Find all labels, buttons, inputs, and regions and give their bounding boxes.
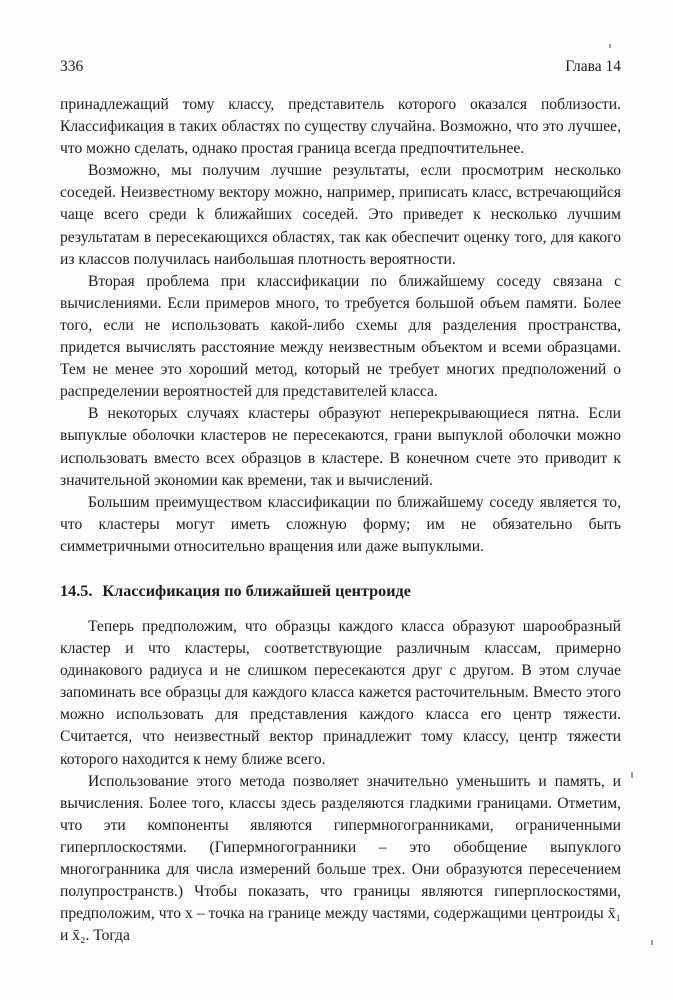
paragraph-advantage: Большим преимуществом классификации по ближайшему соседу является то, что кластеры могут иметь сложную форму; им не обязательно быть симметричными относительно вращения или даже выпуклыми.: [60, 493, 621, 555]
scan-speck: [631, 772, 633, 778]
page-number: 336: [60, 58, 84, 75]
section-title: Классификация по ближайшей центроиде: [102, 581, 411, 600]
section-number: 14.5.: [60, 581, 93, 600]
paragraph-computation-problem: Вторая проблема при классификации по ближайшему соседу связана с вычислениями. Если примеров много, то требуется большой объем памяти. Более того, если не использовать какой-либо схемы для разделения пространства, придется вычислять расстояние между неизвестным объектом и всеми образцами. Тем не менее это хороший метод, который не требует многих предположений о распределении вероятностей для представителей класса.: [60, 272, 621, 401]
scan-speck: [651, 940, 653, 945]
paragraph-centroid-benefits: Использование этого метода позволяет значительно уменьшить и память, и вычисления. Более того, классы здесь разделяются гладкими границами. Отметим, что эти компоненты являются гипермногогранниками, ограниченными гиперплоскостями. (Гипермногогранники – это обобщение выпуклого многогранника для числа измерений больше трех. Они образуются пересечением полупространств.) Чтобы показать, что границы являются гиперплоскостями, предположим, что x – точка на границе между частями, содержащими центроиды x̄₁ и x̄₂. Тогда: [60, 772, 621, 945]
paragraph-continuation: принадлежащий тому классу, представитель которого оказался поблизости. Классификация в таких областях по существу случайна. Возможно, что это лучшее, что можно сделать, однако простая граница всегда предпочтительнее.: [60, 96, 621, 158]
running-head: [60, 58, 621, 80]
scan-speck: [609, 44, 611, 48]
chapter-label: Глава 14: [565, 58, 621, 75]
paragraph-k-neighbours: Возможно, мы получим лучшие результаты, если просмотрим несколько соседей. Неизвестному вектору можно, например, приписать класс, встречающийся чаще всего среди k ближайших соседей. Это приведет к несколько лучшим результатам в пересекающихся областях, так как обеспечит оценку того, для какого из классов получилась наибольшая плотность вероятности.: [60, 162, 621, 268]
body-text: [60, 94, 621, 947]
paragraph-centroid-idea: Теперь предположим, что образцы каждого класса образуют шарообразный кластер и что кластеры, соответствующие различным классам, примерно одинакового радиуса и не слишком пересекаются друг с другом. В этом случае запоминать все образцы для каждого класса кажется расточительным. Вместо этого можно использовать для представления каждого класса его центр тяжести. Считается, что неизвестный вектор принадлежит тому классу, центр тяжести которого находится к нему ближе всего.: [60, 617, 621, 768]
section-heading: [60, 580, 621, 602]
paragraph-convex-hulls: В некоторых случаях кластеры образуют неперекрывающиеся пятна. Если выпуклые оболочки кластеров не пересекаются, грани выпуклой оболочки можно использовать вместо всех образцов в кластере. В конечном счете это приводит к значительной экономии как времени, так и вычислений.: [60, 405, 621, 489]
